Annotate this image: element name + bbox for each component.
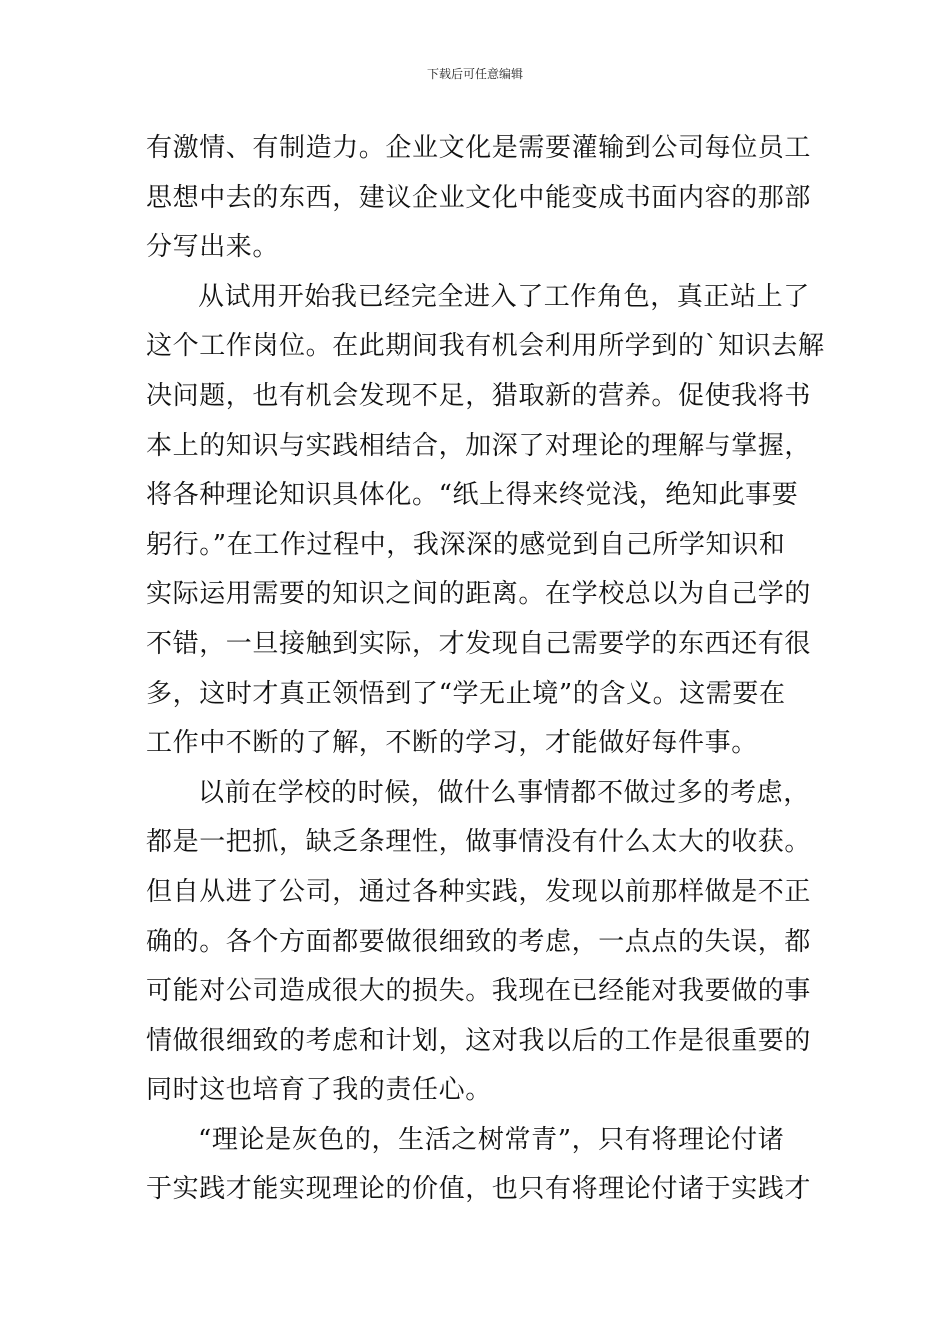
- document-body: [146, 124, 825, 1215]
- text-line: 不错，一旦接触到实际，才发现自己需要学的东西还有很: [146, 628, 812, 659]
- page-header: 下载后可任意编辑: [426, 67, 523, 81]
- text-line: 确的。各个方面都要做很细致的考虑，一点点的失误，都: [146, 926, 812, 957]
- text-line: 有激情、有制造力。企业文化是需要灌输到公司每位员工: [146, 133, 812, 163]
- text-line: 本上的知识与实践相结合，加深了对理论的理解与掌握，: [146, 430, 812, 461]
- paragraph-start-line: 以前在学校的时候，做什么事情都不做过多的考虑，: [198, 777, 810, 808]
- text-line: 分写出来。: [146, 232, 280, 263]
- text-line: 这个工作岗位。在此期间我有机会利用所学到的`知识去解: [146, 331, 825, 362]
- text-line: 可能对公司造成很大的损失。我现在已经能对我要做的事: [146, 976, 812, 1007]
- text-line: 工作中不断的了解，不断的学习，才能做好每件事。: [146, 728, 758, 759]
- paragraph-start-line: “理论是灰色的，生活之树常青”，只有将理论付诸: [198, 1124, 785, 1155]
- text-line: 多，这时才真正领悟到了“学无止境”的含义。这需要在: [146, 678, 786, 709]
- text-line: 同时这也培育了我的责任心。: [146, 1075, 492, 1106]
- text-line: 实际运用需要的知识之间的距离。在学校总以为自己学的: [146, 579, 812, 610]
- paragraph-start-line: 从试用开始我已经完全进入了工作角色，真正站上了: [198, 281, 810, 312]
- text-line: 将各种理论知识具体化。“纸上得来终觉浅，绝知此事要: [146, 480, 799, 511]
- text-line: 思想中去的东西，建议企业文化中能变成书面内容的那部: [146, 182, 812, 213]
- text-line: 都是一把抓，缺乏条理性，做事情没有什么太大的收获。: [146, 827, 812, 858]
- text-line: 情做很细致的考虑和计划，这对我以后的工作是很重要的: [146, 1025, 812, 1056]
- text-line: 但自从进了公司，通过各种实践，发现以前那样做是不正: [146, 876, 812, 907]
- text-line: 决问题，也有机会发现不足，猎取新的营养。促使我将书: [146, 380, 812, 411]
- text-line: 躬行。”在工作过程中，我深深的感觉到自己所学知识和: [146, 529, 786, 560]
- text-line: 于实践才能实现理论的价值，也只有将理论付诸于实践才: [146, 1174, 812, 1205]
